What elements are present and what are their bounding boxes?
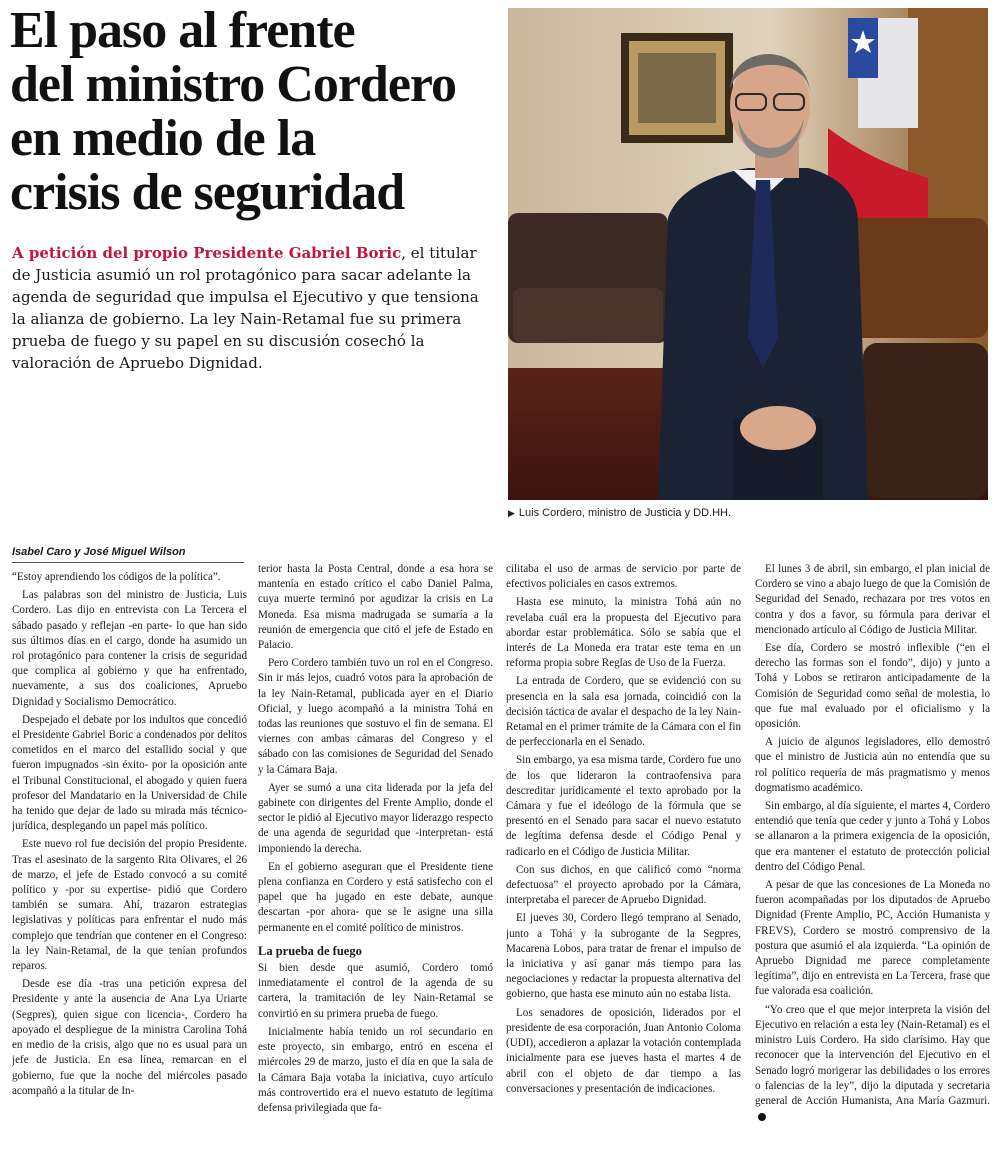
headline-line: del ministro Cordero [10,56,457,113]
end-of-article-icon [758,1113,766,1121]
paragraph: El lunes 3 de abril, sin embargo, el plan inicial de Cordero se vino a abajo luego de que la Comisión de Seguridad del Senado, rechazara por tres votos en contra y dos a favor, su fórmula para derivar el mencionado artículo al Código de Justicia Militar. [755,563,990,636]
photo-caption [508,506,988,520]
paragraph: Los senadores de oposición, liderados por el presidente de esa corporación, Juan Antonio Coloma (UDI), accedieron a aplazar la votación contemplada inicialmente para ese jueves hasta el martes 4 de abril con el objeto de dar tiempo a las conversaciones y presentación de indicaciones. [506,1006,741,1095]
paragraph: Despejado el debate por los indultos que concedió el Presidente Gabriel Boric a condenados por delitos cometidos en el marco del estallido social y que fueron impugnados -sin éxito- por la oposición ante el Tribunal Constitucional, el abogado y quien fuera profesor del Mandatario en la Universidad de Chile ha tenido que dejar de lado su mirada más técnico-jurídica, desplegando un papel más político. [12,713,247,833]
paragraph-final-text: “Yo creo que el que mejor interpreta la visión del Ejecutivo en relación a esta ley (Nain-Retamal) es el ministro Luis Cordero. Ha sido clarísimo. Hay que reconocer que la intervención del Ejecutivo en el Senado logró morigerar las debilidades o los errores o falencias de la ley”, dijo la diputada y secretaria general de Acción Humanista, Ana María Gazmuri. [755,1003,990,1107]
paragraph: Sin embargo, al día siguiente, el martes 4, Cordero entendió que tenía que ceder y junto a Tohá y Lobos se allanaron a la primera exigencia de la oposición, que era mantener el estatuto de protección policial dentro del Código Penal. [755,800,990,873]
paragraph: Las palabras son del ministro de Justicia, Luis Cordero. Las dijo en entrevista con La Tercera el sábado pasado y reflejan -en parte- lo que han sido sus últimos días en el cargo, donde ha asumido un rol protagónico para contener la crisis de seguridad que complica al gobierno y que ha enfrentado, nuevamente, a sus dos coaliciones, Apruebo Dignidad y Socialismo Democrático. [12,589,247,708]
paragraph: A juicio de algunos legisladores, ello demostró que el ministro de Justicia aún no entendía que su rol político requería de más pragmatismo y menos dogmatismo académico. [755,736,990,794]
caption-text: Luis Cordero, ministro de Justicia y DD.HH. [518,507,732,519]
section-subhead: La prueba de fuego [258,943,362,958]
paragraph: terior hasta la Posta Central, donde a esa hora se mantenía en estado crítico el cabo Daniel Palma, cuya muerte terminó por agudizar la crisis en La Moneda. Esa misma madrugada se sumaría a la reunión de emergencia que citó el jefe de Estado en Palacio. [258,563,493,652]
paragraph: Con sus dichos, en que calificó como “norma defectuosa” el proyecto aprobado por la Cámara, interpretaba el parecer de Apruebo Dignidad. [506,863,741,907]
caption-arrow-icon: ▶ [508,508,515,518]
paragraph: Este nuevo rol fue decisión del propio Presidente. Tras el asesinato de la sargento Rita Olivares, el 26 de marzo, el jefe de Estado convocó a su comité político y -por su expertise- pidió que Cordero también se sumara. Ahí, trazaron estrategias legislativas y políticas para enfrentar el nudo más complejo que tendrían que contener en el Congreso: la ley Nain-Retamal, de la que tenían profundos reparos. [12,838,247,973]
paragraph: Sin embargo, ya esa misma tarde, Cordero fue uno de los que lideraron la contraofensiva para descreditar jurídicamente el texto aprobado por la Cámara y fue el ideólogo de la fórmula que se presentó en el Senado para sacar el nuevo estatuto de legítima defensa desde el Código Penal y radicarlo en el Código de Justicia Militar. [506,754,741,858]
paragraph: Si bien desde que asumió, Cordero tomó inmediatamente el control de la agenda de su cartera, la tramitación de ley Nain-Retamal se convirtió en su primera prueba de fuego. [258,962,493,1020]
article-column-4 [755,562,990,1162]
lede [12,242,492,374]
article-column-1 [12,570,247,1170]
headline-line: crisis de seguridad [10,164,405,221]
headline-line: en medio de la [10,110,316,167]
article-column-2 [258,562,493,1162]
byline: Isabel Caro y José Miguel Wilson [12,545,244,563]
paragraph: Inicialmente había tenido un rol secundario en este proyecto, sin embargo, entró en escena el miércoles 29 de marzo, justo el día en que la sala de la Cámara Baja votaba la iniciativa, cuyo artículo más controvertido era el nuevo estatuto de legítima defensa privilegiada que fa- [258,1025,493,1114]
headline-line: El paso al frente [10,2,355,59]
paragraph-final [755,1003,990,1125]
headline [10,4,500,220]
paragraph: cilitaba el uso de armas de servicio por parte de efectivos policiales en casos extremos. [506,563,741,591]
paragraph: La entrada de Cordero, que se evidenció con su presencia en la sala esa jornada, coincidió con la decisión táctica de avalar el despacho de la ley Nain-Retamal en el primer trámite de la Cámara con el fin de perfeccionarla en el Senado. [506,675,741,749]
article-column-3 [506,562,741,1162]
paragraph: Ayer se sumó a una cita liderada por la jefa del gabinete con dirigentes del Frente Amplio, donde el sector le pidió al Ejecutivo mayor liderazgo respecto de una agenda de seguridad que -interpretan- está imponiendo la derecha. [258,781,493,855]
paragraph: En el gobierno aseguran que el Presidente tiene plena confianza en Cordero y está satisfecho con el papel que ha jugado en este debate, aunque descartan -por ahora- que se le asigne una silla permanente en el comité político de ministros. [258,860,493,934]
paragraph: Hasta ese minuto, la ministra Tohá aún no revelaba cuál era la propuesta del Ejecutivo para abordar estar problemática. Sólo se sabía que el interés de La Moneda era tratar este tema en un reforma propia sobre Reglas de Uso de la Fuerza. [506,596,741,670]
lede-highlight: A petición del propio Presidente Gabriel Boric [12,244,402,262]
paragraph: Pero Cordero también tuvo un rol en el Congreso. Sin ir más lejos, cuadró votos para la aprobación de la ley Nain-Retamal, publicada ayer en el Diario Oficial, y luego acompañó a la ministra Tohá en todas las reuniones que sostuvo el fin de semana. El viernes con ambas cámaras del Congreso y el sábado con las comisiones de Seguridad del Senado y la Cámara Baja. [258,657,493,776]
lede-text: , el titular de Justicia asumió un rol protagónico para sacar adelante la agenda de seguridad que impulsa el Ejecutivo y que tensiona la alianza de gobierno. La ley Nain-Retamal fue su primera prueba de fuego y su papel en su discusión cosechó la valoración de Apruebo Dignidad. [12,244,479,372]
paragraph: A pesar de que las concesiones de La Moneda no fueron acompañadas por los diputados de Apruebo Dignidad (Frente Amplio, PC, Acción Humanista y FREVS), Cordero se mostró comprensivo de la postura que asumió el ala izquierda. “La opinión de Apruebo Dignidad me parece completamente legítima”, dijo en entrevista en La Tercera, frase que fue valorada esa coalición. [755,879,990,998]
paragraph: El jueves 30, Cordero llegó temprano al Senado, junto a Tohá y la subrogante de la Segpres, Macarena Lobos, para tratar de frenar el impulso de la iniciativa y así ganar más tiempo para las negociaciones y redactar la propuesta alternativa del gobierno, que hasta ese minuto aún no estaba lista. [506,912,741,1001]
paragraph: Desde ese día -tras una petición expresa del Presidente y ante la ausencia de Ana Lya Uriarte (Segpres), quien sigue con licencia-, Cordero ha apoyado el despliegue de la ministra Carolina Tohá en medio de la crisis, algo que no es usual para un jefe de Justicia. En esa línea, remarcan en el gobierno, fue que la noche del miércoles pasado acompañó a la titular de In- [12,978,247,1097]
portrait-illustration [508,8,988,500]
paragraph: Ese día, Cordero se mostró inflexible (“en el derecho las formas son el fondo”, dijo) y junto a Tohá y Lobos se retiraron anticipadamente de la Comisión de Seguridad como señal de molestia, lo que fue mal evaluado por el oficialismo y la oposición. [755,642,990,731]
paragraph: “Estoy aprendiendo los códigos de la política”. [12,571,221,583]
portrait-photo [508,8,988,500]
